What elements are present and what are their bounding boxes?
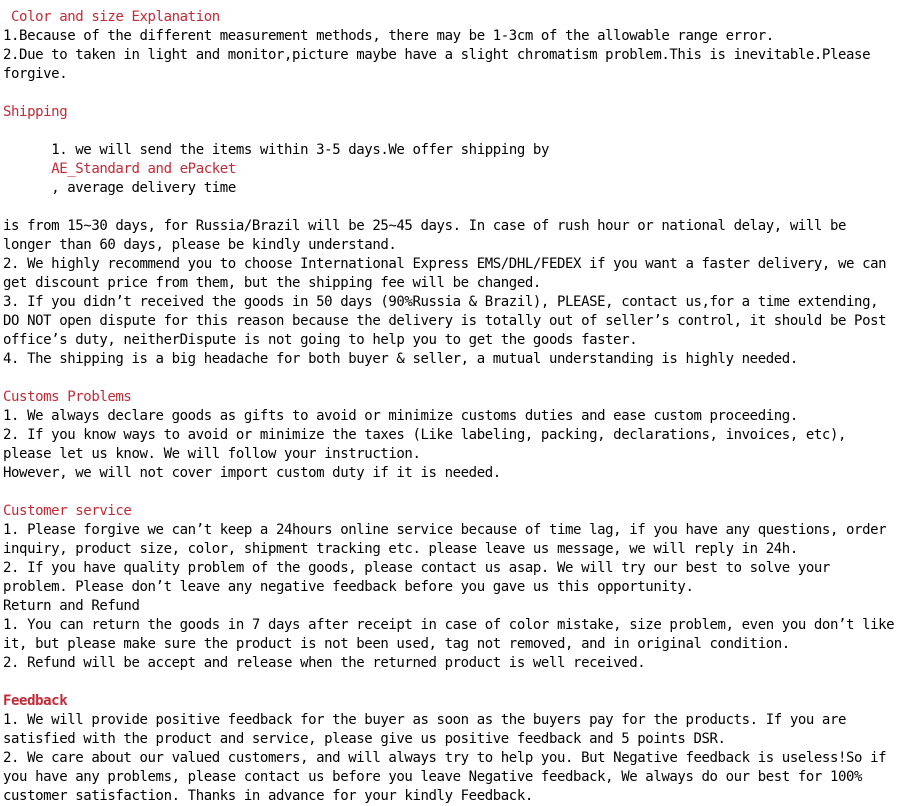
text-line: customer satisfaction. Thanks in advance for your kindly Feedback. — [3, 788, 533, 804]
customer-service-heading: Customer service — [3, 503, 132, 519]
section-customs-problems — [3, 388, 898, 483]
customs-heading: Customs Problems — [3, 389, 132, 405]
section-color-size-explanation — [3, 8, 898, 84]
shipping-body — [3, 217, 898, 369]
text-line: 4. The shipping is a big headache for both buyer & seller, a mutual understanding is highly needed. — [3, 351, 798, 367]
text-line: it, but please make sure the product is not been used, tag not removed, and in original condition. — [3, 636, 790, 652]
text-line: 2. We care about our valued customers, and will always try to help you. But Negative feedback is useless!So if — [3, 750, 887, 766]
text-line: 2. If you have quality problem of the goods, please contact us asap. We will try our best to solve your — [3, 560, 830, 576]
feedback-body — [3, 711, 898, 806]
text-line: satisfied with the product and service, please give us positive feedback and 5 points DSR. — [3, 731, 726, 747]
shipping-methods-highlight: AE_Standard and ePacket — [51, 161, 236, 177]
color-size-body — [3, 27, 898, 84]
text-line: Return and Refund — [3, 598, 140, 614]
text-line: 1. We always declare goods as gifts to avoid or minimize customs duties and ease custom proceeding. — [3, 408, 798, 424]
text-line: 1. We will provide positive feedback for the buyer as soon as the buyers pay for the products. If you are — [3, 712, 847, 728]
customs-body — [3, 407, 898, 483]
section-customer-service — [3, 502, 898, 673]
text-line: 2. We highly recommend you to choose International Express EMS/DHL/FEDEX if you want a faster delivery, we can — [3, 256, 887, 272]
text-line: is from 15~30 days, for Russia/Brazil will be 25~45 days. In case of rush hour or national delay, will be — [3, 218, 847, 234]
text-line: 2.Due to taken in light and monitor,picture maybe have a slight chromatism problem.This is inevitable.Please — [3, 47, 871, 63]
shipping-line-with-highlight — [3, 122, 898, 217]
text-line: 3. If you didn’t received the goods in 50 days (90%Russia & Brazil), PLEASE, contact us,for a time extending, — [3, 294, 879, 310]
text-line: 1. Please forgive we can’t keep a 24hours online service because of time lag, if you have any questions, order — [3, 522, 887, 538]
text-line: However, we will not cover import custom duty if it is needed. — [3, 465, 501, 481]
text-line: longer than 60 days, please be kindly understand. — [3, 237, 397, 253]
text-line: DO NOT open dispute for this reason because the delivery is totally out of seller’s control, it should be Post — [3, 313, 887, 329]
text-line: get discount price from them, but the shipping fee will be changed. — [3, 275, 541, 291]
text-line: inquiry, product size, color, shipment tracking etc. please leave us message, we will reply in 24h. — [3, 541, 798, 557]
feedback-heading: Feedback — [3, 693, 68, 709]
text-line: you have any problems, please contact us before you leave Negative feedback, We always do our best for 100% — [3, 769, 863, 785]
text-line: office’s duty, neitherDispute is not going to help you to get the goods faster. — [3, 332, 638, 348]
color-size-heading: Color and size Explanation — [3, 9, 220, 25]
text-line: 1. You can return the goods in 7 days after receipt in case of color mistake, size problem, even you don’t like — [3, 617, 895, 633]
section-shipping — [3, 103, 898, 369]
text-line: please let us know. We will follow your instruction. — [3, 446, 421, 462]
text-line: forgive. — [3, 66, 68, 82]
text-line: 2. Refund will be accept and release when the returned product is well received. — [3, 655, 646, 671]
text-line: problem. Please don’t leave any negative feedback before you gave us this opportunity. — [3, 579, 694, 595]
customer-service-body — [3, 521, 898, 673]
shipping-line-post: , average delivery time — [51, 180, 236, 196]
shipping-heading: Shipping — [3, 104, 68, 120]
section-feedback — [3, 692, 898, 806]
text-line: 2. If you know ways to avoid or minimize the taxes (Like labeling, packing, declarations, invoices, etc), — [3, 427, 847, 443]
shipping-line-pre: 1. we will send the items within 3-5 days.We offer shipping by — [51, 142, 557, 158]
text-line: 1.Because of the different measurement methods, there may be 1-3cm of the allowable range error. — [3, 28, 774, 44]
